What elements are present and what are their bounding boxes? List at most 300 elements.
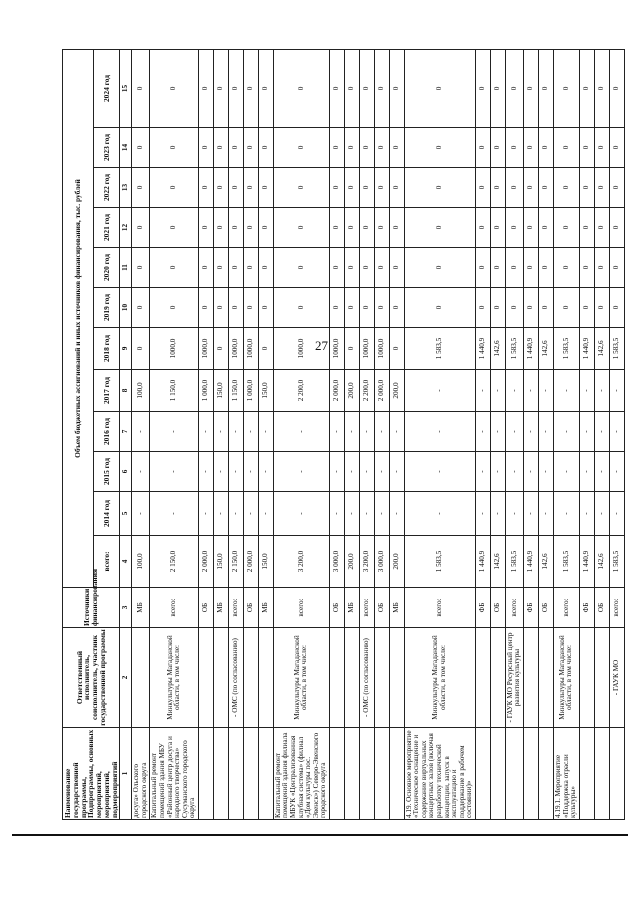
- row-year-value: 0: [475, 168, 490, 208]
- column-number: 6: [120, 452, 132, 492]
- row-year-value: 0: [374, 128, 389, 168]
- row-year-value: -: [374, 492, 389, 536]
- header-year: 2015 год: [93, 452, 120, 492]
- row-year-value: 0: [258, 288, 273, 328]
- row-name: [243, 728, 258, 820]
- row-year-value: 1000,0: [198, 328, 213, 370]
- table-row: [258, 50, 273, 820]
- row-responsible: Минкультуры Магаданской области, в том числе:: [404, 628, 475, 728]
- row-source: ФБ: [523, 588, 538, 628]
- row-year-value: -: [243, 412, 258, 452]
- header-year: 2023 год: [93, 128, 120, 168]
- header-year: 2022 год: [93, 168, 120, 208]
- row-source: МБ: [344, 588, 359, 628]
- row-year-value: 0: [553, 288, 579, 328]
- row-year-value: 0: [490, 168, 505, 208]
- row-name: [609, 728, 624, 820]
- bottom-divider: [12, 834, 628, 836]
- table-row: [609, 50, 624, 820]
- row-name: Капитальный ремонт помещений здания МБУ «Районный центр досуга и народного творчества» Сусуманского городского округа: [150, 728, 198, 820]
- row-year-value: 0: [359, 168, 374, 208]
- row-year-value: 1 440,9: [523, 328, 538, 370]
- row-year-value: 0: [344, 50, 359, 128]
- row-year-value: 0: [273, 168, 329, 208]
- row-year-value: -: [273, 492, 329, 536]
- row-year-value: 0: [150, 208, 198, 248]
- table-row: [359, 50, 374, 820]
- column-number: 10: [120, 288, 132, 328]
- row-year-value: 0: [273, 248, 329, 288]
- row-year-value: 0: [553, 208, 579, 248]
- row-responsible: [132, 628, 150, 728]
- header-year: 2019 год: [93, 288, 120, 328]
- row-year-value: -: [359, 452, 374, 492]
- row-year-value: 1 440,9: [475, 328, 490, 370]
- row-year-value: 0: [553, 128, 579, 168]
- row-year-value: 1000,0: [374, 328, 389, 370]
- row-responsible: [258, 628, 273, 728]
- row-total-value: 1 583,5: [609, 536, 624, 588]
- row-total-value: 150,0: [213, 536, 228, 588]
- row-name: [475, 728, 490, 820]
- column-number: 1: [120, 728, 132, 820]
- row-year-value: 1 583,5: [505, 328, 523, 370]
- row-year-value: -: [198, 492, 213, 536]
- row-year-value: 0: [404, 128, 475, 168]
- table-row: [374, 50, 389, 820]
- row-source: МБ: [389, 588, 404, 628]
- table-row: [228, 50, 243, 820]
- table-row: [213, 50, 228, 820]
- row-source: всего:: [404, 588, 475, 628]
- row-responsible: [523, 628, 538, 728]
- row-responsible: [243, 628, 258, 728]
- row-year-value: 0: [150, 288, 198, 328]
- column-number: 2: [120, 628, 132, 728]
- row-year-value: -: [553, 370, 579, 412]
- row-year-value: 0: [329, 168, 344, 208]
- row-year-value: -: [132, 492, 150, 536]
- row-total-value: 142,6: [594, 536, 609, 588]
- row-year-value: -: [553, 492, 579, 536]
- row-year-value: 0: [228, 168, 243, 208]
- row-total-value: 1 583,5: [404, 536, 475, 588]
- row-year-value: -: [329, 412, 344, 452]
- row-total-value: 2 000,0: [243, 536, 258, 588]
- row-total-value: 200,0: [344, 536, 359, 588]
- row-year-value: -: [609, 412, 624, 452]
- row-year-value: 0: [213, 328, 228, 370]
- row-source: ОБ: [374, 588, 389, 628]
- column-number: 15: [120, 50, 132, 128]
- row-total-value: 2 150,0: [150, 536, 198, 588]
- row-year-value: 0: [475, 128, 490, 168]
- row-name: [523, 728, 538, 820]
- row-year-value: -: [213, 452, 228, 492]
- row-name: [329, 728, 344, 820]
- row-year-value: -: [594, 370, 609, 412]
- row-total-value: 3 200,0: [273, 536, 329, 588]
- table-row: [490, 50, 505, 820]
- row-responsible: [579, 628, 594, 728]
- row-total-value: 1 440,9: [523, 536, 538, 588]
- column-number: 7: [120, 412, 132, 452]
- row-year-value: 0: [579, 208, 594, 248]
- row-year-value: 0: [553, 248, 579, 288]
- row-year-value: 0: [213, 288, 228, 328]
- row-responsible: Минкультуры Магаданской области, в том числе:: [150, 628, 198, 728]
- row-year-value: -: [228, 412, 243, 452]
- row-year-value: -: [228, 492, 243, 536]
- table-row: [579, 50, 594, 820]
- row-year-value: -: [579, 452, 594, 492]
- row-year-value: 0: [475, 50, 490, 128]
- row-year-value: 0: [389, 208, 404, 248]
- row-year-value: 0: [538, 208, 553, 248]
- row-responsible: [538, 628, 553, 728]
- row-source: всего:: [228, 588, 243, 628]
- row-year-value: -: [523, 452, 538, 492]
- row-year-value: -: [150, 492, 198, 536]
- table-row: [273, 50, 329, 820]
- row-year-value: 0: [329, 208, 344, 248]
- row-source: МБ: [132, 588, 150, 628]
- row-responsible: - ОМС (по согласованию): [228, 628, 243, 728]
- row-year-value: -: [523, 492, 538, 536]
- row-year-value: -: [389, 492, 404, 536]
- row-year-value: -: [475, 412, 490, 452]
- row-source: всего:: [359, 588, 374, 628]
- row-year-value: 0: [523, 208, 538, 248]
- row-year-value: 0: [609, 288, 624, 328]
- row-year-value: 0: [273, 208, 329, 248]
- row-year-value: 0: [344, 208, 359, 248]
- row-year-value: 0: [359, 50, 374, 128]
- row-source: ОБ: [538, 588, 553, 628]
- row-year-value: 0: [213, 128, 228, 168]
- row-year-value: 0: [374, 288, 389, 328]
- row-year-value: 0: [609, 128, 624, 168]
- row-year-value: 0: [389, 50, 404, 128]
- table-row: [132, 50, 150, 820]
- row-year-value: -: [404, 492, 475, 536]
- row-year-value: -: [228, 452, 243, 492]
- row-year-value: 0: [475, 208, 490, 248]
- row-source: ОБ: [329, 588, 344, 628]
- financing-table: [62, 49, 625, 820]
- row-responsible: Минкультуры Магаданской области, в том числе:: [553, 628, 579, 728]
- row-year-value: -: [505, 370, 523, 412]
- row-responsible: [389, 628, 404, 728]
- row-year-value: 0: [505, 248, 523, 288]
- row-year-value: 0: [609, 168, 624, 208]
- row-year-value: 0: [228, 288, 243, 328]
- row-year-value: 1 000,0: [243, 370, 258, 412]
- row-year-value: 0: [344, 288, 359, 328]
- row-year-value: 0: [594, 168, 609, 208]
- column-number: 9: [120, 328, 132, 370]
- row-year-value: -: [490, 492, 505, 536]
- row-year-value: 0: [538, 128, 553, 168]
- row-year-value: 0: [374, 50, 389, 128]
- row-year-value: 0: [132, 288, 150, 328]
- row-year-value: 0: [374, 208, 389, 248]
- row-year-value: -: [258, 412, 273, 452]
- row-year-value: 0: [389, 248, 404, 288]
- row-year-value: 0: [273, 128, 329, 168]
- row-year-value: 0: [490, 288, 505, 328]
- row-year-value: 0: [404, 50, 475, 128]
- header-source: Источники финансирования: [63, 588, 120, 628]
- row-year-value: 0: [389, 168, 404, 208]
- row-year-value: 0: [404, 248, 475, 288]
- row-year-value: -: [490, 412, 505, 452]
- row-source: ОБ: [198, 588, 213, 628]
- row-year-value: 0: [389, 288, 404, 328]
- row-total-value: 1 583,5: [553, 536, 579, 588]
- column-number: 12: [120, 208, 132, 248]
- row-responsible: [374, 628, 389, 728]
- row-year-value: -: [344, 492, 359, 536]
- row-total-value: 3 200,0: [359, 536, 374, 588]
- row-total-value: 142,6: [490, 536, 505, 588]
- row-year-value: 1 150,0: [228, 370, 243, 412]
- table-row: [475, 50, 490, 820]
- table-row: [538, 50, 553, 820]
- row-responsible: [594, 628, 609, 728]
- header-year: 2014 год: [93, 492, 120, 536]
- table-row: [344, 50, 359, 820]
- table-row: [553, 50, 579, 820]
- row-name: [594, 728, 609, 820]
- row-year-value: -: [553, 452, 579, 492]
- row-total-value: 2 000,0: [198, 536, 213, 588]
- row-total-value: 1 440,9: [579, 536, 594, 588]
- row-year-value: 0: [553, 168, 579, 208]
- row-year-value: 0: [523, 50, 538, 128]
- row-year-value: 1 150,0: [150, 370, 198, 412]
- row-source: ОБ: [594, 588, 609, 628]
- row-year-value: 0: [258, 50, 273, 128]
- row-year-value: -: [404, 370, 475, 412]
- row-name: [228, 728, 243, 820]
- row-year-value: 0: [329, 288, 344, 328]
- row-year-value: 0: [243, 128, 258, 168]
- row-year-value: 0: [258, 168, 273, 208]
- row-year-value: -: [490, 370, 505, 412]
- row-name: [389, 728, 404, 820]
- row-year-value: 0: [594, 208, 609, 248]
- row-year-value: 0: [404, 168, 475, 208]
- row-year-value: -: [523, 412, 538, 452]
- row-year-value: 0: [273, 288, 329, 328]
- row-name: [359, 728, 374, 820]
- header-responsible: Ответственный исполнитель, соисполнитель, участник государственной программы: [63, 628, 120, 728]
- row-year-value: 0: [150, 248, 198, 288]
- row-name: досуга» Ольского городского округа: [132, 728, 150, 820]
- row-year-value: 0: [579, 168, 594, 208]
- row-year-value: 1 583,5: [553, 328, 579, 370]
- row-year-value: 2 000,0: [329, 370, 344, 412]
- row-year-value: 0: [198, 248, 213, 288]
- row-year-value: 0: [538, 248, 553, 288]
- row-year-value: -: [243, 452, 258, 492]
- row-year-value: -: [374, 412, 389, 452]
- row-year-value: 0: [150, 50, 198, 128]
- header-year: 2020 год: [93, 248, 120, 288]
- row-year-value: -: [389, 452, 404, 492]
- column-number: 3: [120, 588, 132, 628]
- row-name: [258, 728, 273, 820]
- header-name: Наименование государственной программы, Подпрограммы, основных мероприятий, мероприятий, подмероприятий: [63, 728, 120, 820]
- row-total-value: 200,0: [389, 536, 404, 588]
- row-year-value: -: [505, 412, 523, 452]
- row-year-value: 200,0: [389, 370, 404, 412]
- row-source: всего:: [553, 588, 579, 628]
- row-year-value: -: [344, 412, 359, 452]
- row-year-value: -: [404, 412, 475, 452]
- row-year-value: 0: [490, 50, 505, 128]
- row-source: МБ: [258, 588, 273, 628]
- row-year-value: 0: [359, 128, 374, 168]
- column-number: 11: [120, 248, 132, 288]
- row-year-value: 0: [505, 288, 523, 328]
- row-year-value: -: [579, 412, 594, 452]
- row-year-value: 0: [538, 50, 553, 128]
- row-year-value: 0: [198, 168, 213, 208]
- row-year-value: -: [258, 492, 273, 536]
- row-year-value: 0: [344, 328, 359, 370]
- column-number: 14: [120, 128, 132, 168]
- row-year-value: -: [538, 452, 553, 492]
- row-year-value: 0: [359, 288, 374, 328]
- table-row: [243, 50, 258, 820]
- row-year-value: 1 583,5: [609, 328, 624, 370]
- row-name: [490, 728, 505, 820]
- page-number: 27: [315, 338, 328, 353]
- row-year-value: 0: [609, 208, 624, 248]
- row-name: 4.19. Основное мероприятие «Техническое оснащение и содержание виртуальных концертных залов (включая разработку технической концепции, запуск в эксплуатацию и поддержание в рабочем состоянии)»: [404, 728, 475, 820]
- row-source: всего:: [273, 588, 329, 628]
- row-year-value: 0: [132, 208, 150, 248]
- row-year-value: 0: [228, 248, 243, 288]
- row-year-value: 0: [609, 248, 624, 288]
- table-row: [523, 50, 538, 820]
- row-year-value: -: [475, 452, 490, 492]
- row-year-value: 0: [258, 208, 273, 248]
- row-year-value: 0: [273, 50, 329, 128]
- row-year-value: 0: [258, 128, 273, 168]
- row-year-value: 0: [523, 128, 538, 168]
- row-year-value: 142,6: [594, 328, 609, 370]
- row-year-value: 1000,0: [329, 328, 344, 370]
- row-year-value: -: [132, 412, 150, 452]
- row-year-value: -: [538, 412, 553, 452]
- row-year-value: -: [273, 452, 329, 492]
- row-year-value: 0: [579, 288, 594, 328]
- row-responsible: [198, 628, 213, 728]
- row-year-value: 0: [213, 50, 228, 128]
- row-year-value: -: [329, 492, 344, 536]
- table-row: [329, 50, 344, 820]
- table-row: [594, 50, 609, 820]
- row-year-value: -: [273, 412, 329, 452]
- row-name: [505, 728, 523, 820]
- row-year-value: 1 000,0: [198, 370, 213, 412]
- row-year-value: 142,6: [538, 328, 553, 370]
- row-year-value: 0: [213, 248, 228, 288]
- row-year-value: -: [359, 492, 374, 536]
- row-year-value: 0: [132, 328, 150, 370]
- row-year-value: -: [198, 452, 213, 492]
- row-year-value: 0: [258, 328, 273, 370]
- row-year-value: 0: [594, 288, 609, 328]
- row-year-value: 0: [359, 208, 374, 248]
- row-year-value: 0: [374, 248, 389, 288]
- row-year-value: 0: [389, 328, 404, 370]
- row-year-value: 0: [523, 248, 538, 288]
- row-year-value: 0: [198, 208, 213, 248]
- row-responsible: [329, 628, 344, 728]
- row-year-value: 1000,0: [243, 328, 258, 370]
- column-number: 8: [120, 370, 132, 412]
- row-year-value: 0: [594, 50, 609, 128]
- row-source: всего:: [150, 588, 198, 628]
- row-year-value: 0: [490, 208, 505, 248]
- row-year-value: -: [404, 452, 475, 492]
- row-year-value: -: [594, 412, 609, 452]
- row-source: всего:: [609, 588, 624, 628]
- row-year-value: 150,0: [258, 370, 273, 412]
- row-year-value: 1000,0: [359, 328, 374, 370]
- row-year-value: 0: [505, 128, 523, 168]
- row-year-value: 0: [523, 168, 538, 208]
- row-year-value: 0: [150, 168, 198, 208]
- row-year-value: -: [475, 492, 490, 536]
- row-source: всего:: [505, 588, 523, 628]
- row-year-value: 0: [389, 128, 404, 168]
- row-year-value: 0: [132, 128, 150, 168]
- row-year-value: 0: [404, 208, 475, 248]
- row-year-value: 0: [475, 248, 490, 288]
- column-number: 5: [120, 492, 132, 536]
- row-year-value: 0: [198, 128, 213, 168]
- row-year-value: 0: [505, 50, 523, 128]
- row-year-value: 0: [594, 128, 609, 168]
- row-year-value: 2 200,0: [359, 370, 374, 412]
- row-year-value: 0: [490, 128, 505, 168]
- row-total-value: 100,0: [132, 536, 150, 588]
- row-year-value: -: [389, 412, 404, 452]
- row-source: ФБ: [579, 588, 594, 628]
- row-total-value: 1 440,9: [475, 536, 490, 588]
- row-year-value: 0: [150, 128, 198, 168]
- row-year-value: 2 200,0: [273, 370, 329, 412]
- row-year-value: 0: [344, 248, 359, 288]
- row-name: [198, 728, 213, 820]
- row-year-value: -: [475, 370, 490, 412]
- row-responsible: Минкультуры Магаданской области, в том числе:: [273, 628, 329, 728]
- document-page: [62, 50, 620, 820]
- row-name: [374, 728, 389, 820]
- row-year-value: 0: [213, 168, 228, 208]
- row-year-value: 0: [329, 128, 344, 168]
- row-source: ОБ: [243, 588, 258, 628]
- row-source: ОБ: [490, 588, 505, 628]
- table-row: [150, 50, 198, 820]
- row-year-value: 0: [198, 288, 213, 328]
- row-name: 4.19.1. Мероприятие «Поддержка отрасли культуры»: [553, 728, 579, 820]
